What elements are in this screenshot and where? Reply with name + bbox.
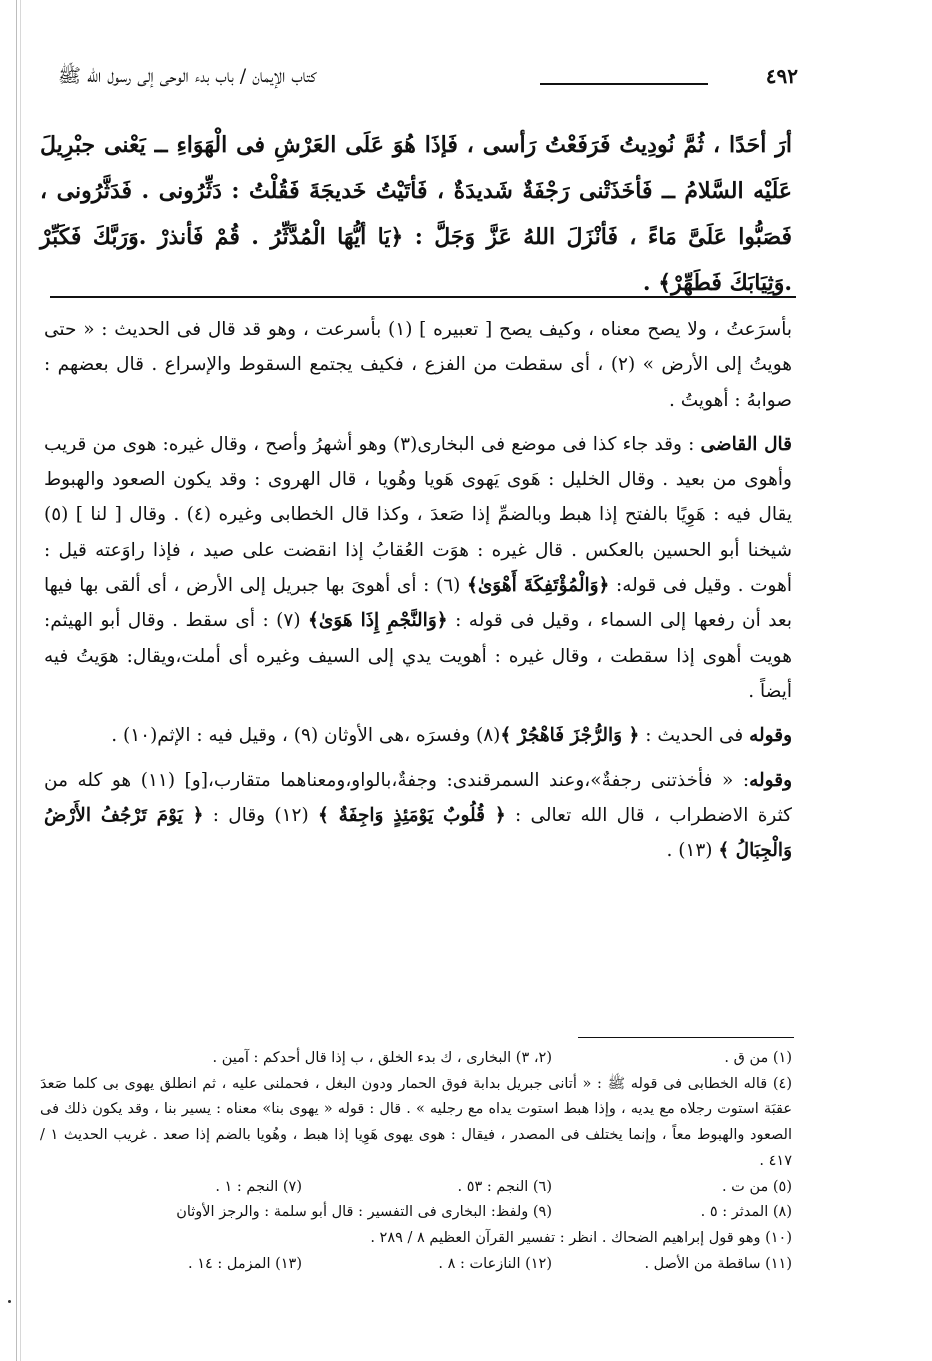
scan-speck <box>8 1300 11 1303</box>
page-number: ٤٩٢ <box>765 64 798 88</box>
text-run: (٧) : أى سقط . وقال أبو الهيثم: هويت أهوى إذا سقطت ، وقال غيره : أهويت يدي إلى السيف وغيره أى أملت،ويقال: هوَيتُ فيه أيضاً . <box>44 610 792 702</box>
footnote-rule <box>578 1037 794 1038</box>
header-title: كتاب الإيمان / باب بدء الوحى إلى رسول الله ﷺ <box>58 65 317 87</box>
quran-quote: ﴿وَالنَّجْمِ إِذَا هَوَىٰ﴾ <box>308 610 448 632</box>
text-run: (١٣) . <box>666 840 719 862</box>
commentary-paragraph-2 <box>44 427 792 709</box>
commentary-paragraph-1: بأسرَعتُ ، ولا يصح معناه ، وكيف يصح [ تعبيره ] (١) بأسرعت ، وهو قد قال فى الحديث : « حتى هويتُ إلى الأرض » (٢) ، أى سقطت من الفزع ، فكيف يجتمع السقوط والإسراع . قال بعضهم : صوابهُ : أهويتُ . <box>44 319 793 411</box>
text-run: (٦) : أى أهوىَ بها جبريل إلى الأرض ، أى ألقى بها فيها بعد أن رفعها إلى السماء ، وقيل فى قوله : <box>44 575 792 632</box>
footnote-row <box>40 1175 792 1201</box>
commentary-paragraph-4 <box>44 763 792 869</box>
text-run: (١٢) وقال : <box>203 804 318 826</box>
speaker-label: قال القاضى <box>700 433 793 455</box>
section-divider <box>50 296 796 298</box>
footnote: (١٠) وهو قول إبراهيم الضحاك . انظر : تفسير القرآن العظيم ٨ / ٢٨٩ . <box>370 1229 792 1246</box>
hadith-text: أرَ أحَدًا ، ثُمَّ نُودِيتُ فَرَفَعْتُ رَأسى ، فَإذَا هُوَ عَلَى العَرْشِ فى الْهَوَاءِ ــ يَعْنى جبْرِيلَ عَلَيْه السَّلامُ ــ فَأخَذَتْنى رَجْفَةٌ شَديدَةٌ ، فَأتَيْتُ خَديجَةَ فَقُلْتُ : دَثِّرُونى . فَدَثَّرُونى ، فَصَبُّوا عَلَىَّ مَاءً ، فَأنْزَلَ اللهُ عَزَّ وَجَلَّ : ﴿يَا أيُّهَا الْمُدَّثِّرُ . قُمْ فَأنذرْ .وَرَبَّكَ فَكَبِّرْ .وَثِيَابَكَ فَطَهِّرْ﴾ . <box>40 132 792 296</box>
scan-edge-line <box>16 0 17 1361</box>
footnote: (١٣) المزمل : ١٤ . <box>188 1255 302 1272</box>
footnote: (١٢) النازعات : ٨ . <box>438 1255 552 1272</box>
lemma-label: وقوله <box>749 769 793 791</box>
footnote: (٥) من ت . <box>721 1178 792 1195</box>
footnote: (٧) النجم : ١ . <box>215 1178 302 1195</box>
quran-quote: ﴿ يَوْمَ تَرْجُفُ الأَرْضُ وَالْجِبَالُ ﴾ <box>44 804 792 862</box>
footnote-row <box>40 1046 792 1072</box>
lemma-label: وقوله <box>749 725 792 747</box>
scan-edge-line-inner <box>20 0 21 1361</box>
footnote: (٤) قاله الخطابى فى قوله ﷺ : « أتانى جبريل بدابة فوق الحمار ودون البغل ، فحملنى عليه ، ثم انطلق يهوى بى كلما صَعدَ عقبَة استوت رجلاه مع يديه ، وإذا هبط استوت يداه مع رجليه » . قال : قوله « يهوى بنا» معناه : يسير بنا ، وقد يكون ذلك فى الصعود والهبوط معاً ، وإنما يختلف فى المصدر ، فيقال : هوى يهوى هَوِيا إذا هبط ، وهُويا بالضم إذا صعد . غريب الحديث ١ / ٤١٧ . <box>40 1075 793 1169</box>
footnotes <box>40 1046 792 1277</box>
quran-quote: ﴿ وَالرُّجْزَ فَاهْجُرْ ﴾ <box>500 725 640 747</box>
text-run: فى الحديث : <box>639 725 750 747</box>
commentary-paragraph-3 <box>44 718 792 753</box>
commentary <box>44 312 792 877</box>
text-run: : وقد جاء كذا فى موضع فى البخارى(٣) وهو أشهرُ وأصح ، وقال غيره: هوى من قريب وأهوى من بعيد . وقال الخليل : هَوى يَهوى هَويا وهُويا ، قال الهروى : وقد يكون الصعود والهبوط يقال فيه : هَوِيًا بالفتح إذا هبط وبالضمِّ إذا صَعدَ ، وكذا قال الخطابى وغيره (٤) . وقال [ لنا ] (٥) شيخنا أبو الحسين بالعكس . قال غيره : هوَت العُقابُ إذا انقضت على صيد ، فإذا راوَعته قيل : أهوت . وقيل فى قوله: <box>44 433 792 597</box>
footnote: (٨) المدثر : ٥ . <box>700 1204 792 1221</box>
footnote: (٩) ولفظ: البخارى فى التفسير : قال أبو سلمة : والرجز الأوثان <box>176 1204 552 1221</box>
footnote: (٦) النجم : ٥٣ . <box>457 1178 552 1195</box>
footnote: (١) من ق . <box>724 1050 792 1066</box>
running-header <box>58 60 798 96</box>
footnote-row <box>40 1252 792 1278</box>
footnote: (١١) ساقطة من الأصل . <box>644 1255 792 1272</box>
quran-quote: ﴿ قُلُوبٌ يَوْمَئِذٍ وَاجِفَةٌ ﴾ <box>318 804 506 826</box>
footnote-row <box>40 1200 792 1226</box>
text-run: (٨) وفسرَه ،هى الأوثان (٩) ، وقيل فيه : الإثم(١٠) . <box>111 725 501 747</box>
footnote-row <box>40 1226 792 1252</box>
text-run: : « فأخذتنى رجفةٌ»،وعند السمرقندى: وجفةٌ،بالواو،ومعناهما متقارب،[و] (١١) هو كله من كثرة الاضطراب ، قال الله تعالى : <box>44 769 792 826</box>
header-rule <box>540 83 708 85</box>
footnote: (٢، ٣) البخارى ، ك بدء الخلق ، ب إذا قال أحدكم : آمين . <box>212 1050 552 1066</box>
quran-quote: ﴿وَالْمُؤْتَفِكَةَ أَهْوَىٰ﴾ <box>466 575 610 597</box>
